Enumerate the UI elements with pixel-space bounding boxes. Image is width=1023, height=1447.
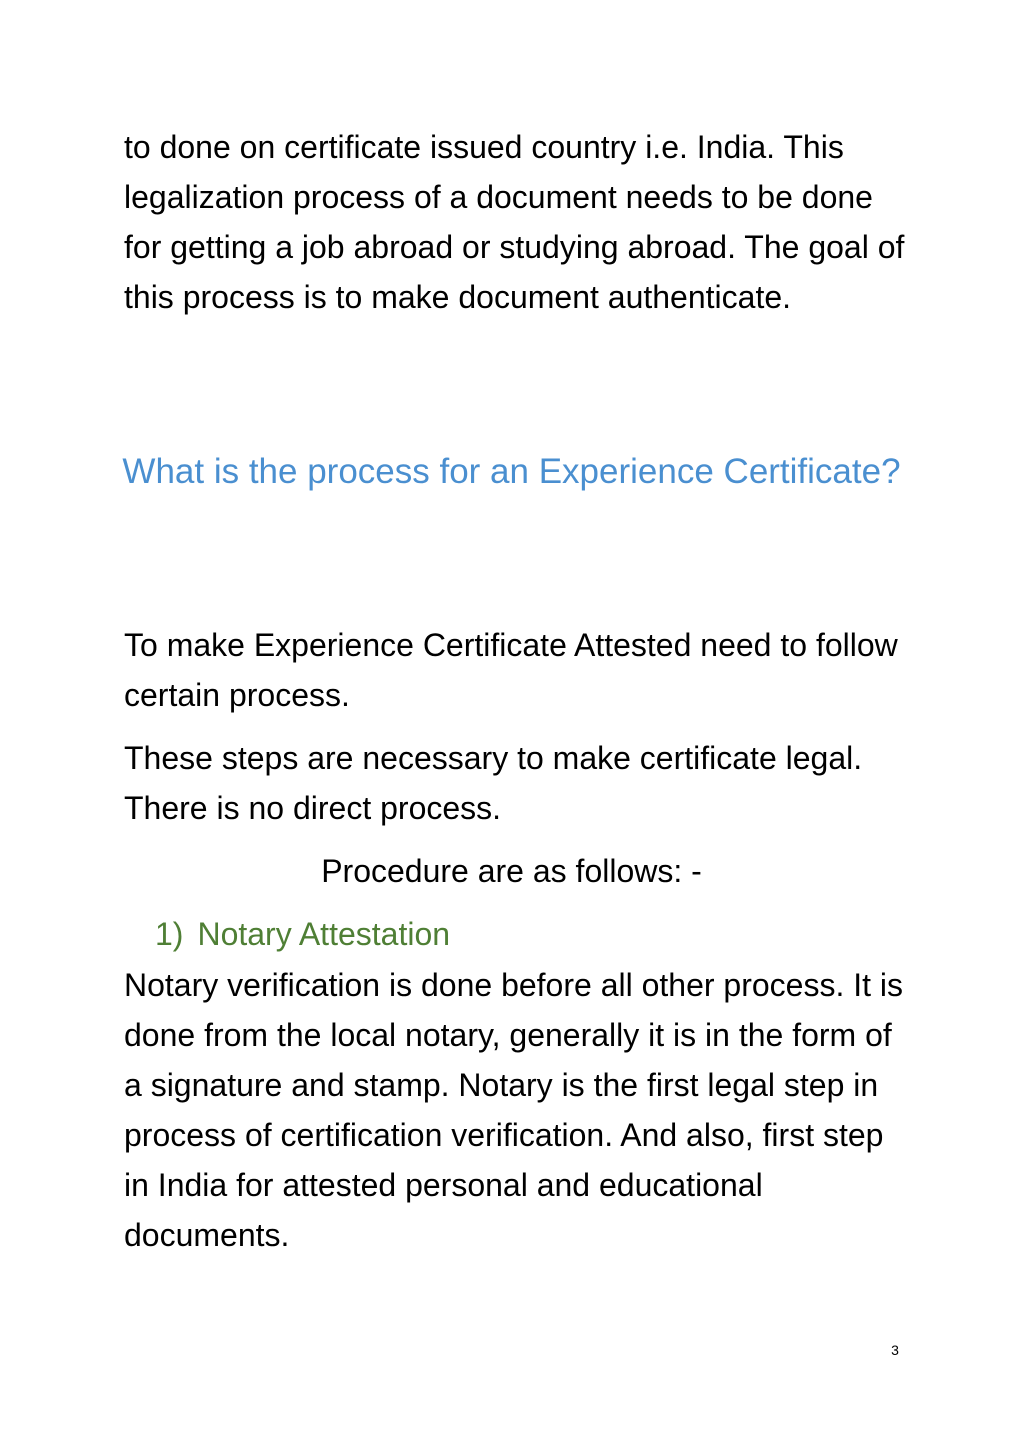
page-number: 3 <box>891 1342 899 1358</box>
steps-necessary-paragraph: These steps are necessary to make certificate legal. There is no direct process. <box>124 740 863 826</box>
intro-paragraph: to done on certificate issued country i.e. India. This legalization process of a document needs to be done for getting a job abroad or studying abroad. The goal of this process is to make document authenticate. <box>124 129 905 315</box>
notary-paragraph: Notary verification is done before all other process. It is done from the local notary, generally it is in the form of a signature and stamp. Notary is the first legal step in process of certification verification. And also, first step in India for attested personal and educational documents. <box>124 967 904 1253</box>
step-title: Notary Attestation <box>197 916 451 952</box>
step-number: 1) <box>155 916 184 952</box>
procedure-line: Procedure are as follows: - <box>321 853 702 889</box>
make-attested-paragraph: To make Experience Certificate Attested need to follow certain process. <box>124 627 898 713</box>
section-heading: What is the process for an Experience Certificate? <box>122 452 901 491</box>
step-heading-notary <box>155 909 450 959</box>
